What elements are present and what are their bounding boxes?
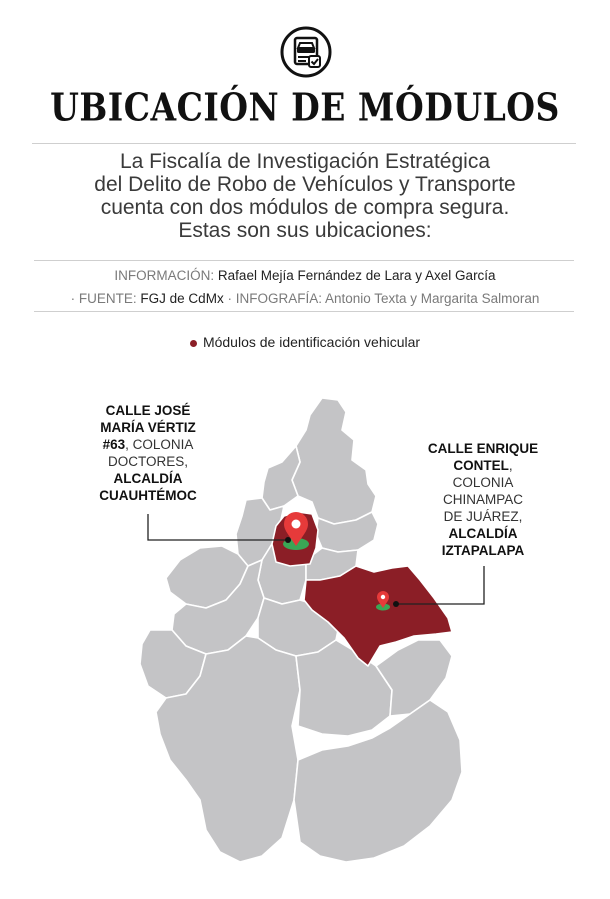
credits-info-value: Rafael Mejía Fernández de Lara y Axel García xyxy=(217,268,496,283)
label-line: CUAUHTÉMOC xyxy=(99,488,197,503)
credits-info-label: INFORMACIÓN: xyxy=(114,268,215,283)
label-line: COLONIA xyxy=(452,475,514,490)
label-line: CALLE ENRIQUE xyxy=(427,441,539,456)
label-line: CALLE JOSÉ xyxy=(105,403,191,418)
legend-label: Módulos de identificación vehicular xyxy=(202,334,421,350)
intro-line: La Fiscalía de Investigación Estratégica xyxy=(119,150,491,173)
credits-source-value: FGJ de CdMx xyxy=(140,291,224,306)
intro-line: cuenta con dos módulos de compra segura. xyxy=(100,196,510,219)
district-xochimilco xyxy=(296,640,392,736)
label-street: CONTEL xyxy=(453,458,509,473)
location-pin-icon xyxy=(283,512,309,550)
leader-dot-iztapalapa xyxy=(393,601,399,607)
intro-line: del Delito de Robo de Vehículos y Transporte xyxy=(94,173,516,196)
label-line: IZTAPALAPA xyxy=(441,543,525,558)
credits-infographic-label: · INFOGRAFÍA: xyxy=(227,291,322,306)
page-title: UBICACIÓN DE MÓDULOS xyxy=(50,85,560,130)
label-line: ALCALDÍA xyxy=(113,471,183,486)
leader-dot-cuauhtemoc xyxy=(285,537,291,543)
label-line xyxy=(422,457,544,474)
district-gustavo-a-madero xyxy=(292,398,376,524)
label-text: , xyxy=(508,458,513,473)
intro-line: Estas son sus ubicaciones: xyxy=(178,219,432,242)
label-number: #63 xyxy=(102,437,126,452)
label-line: DE JUÁREZ, xyxy=(443,509,523,524)
location-label-iztapalapa xyxy=(422,440,544,559)
label-line: MARÍA VÉRTIZ xyxy=(100,420,196,435)
label-line xyxy=(88,436,208,453)
credits-source-label: · FUENTE: xyxy=(70,291,137,306)
label-line: ALCALDÍA xyxy=(448,526,518,541)
label-line: DOCTORES, xyxy=(107,454,188,469)
credits-infographic-value: Antonio Texta y Margarita Salmoran xyxy=(324,291,540,306)
label-text: , COLONIA xyxy=(125,437,194,452)
label-line: CHINAMPAC xyxy=(442,492,523,507)
location-label-cuauhtemoc xyxy=(88,402,208,504)
